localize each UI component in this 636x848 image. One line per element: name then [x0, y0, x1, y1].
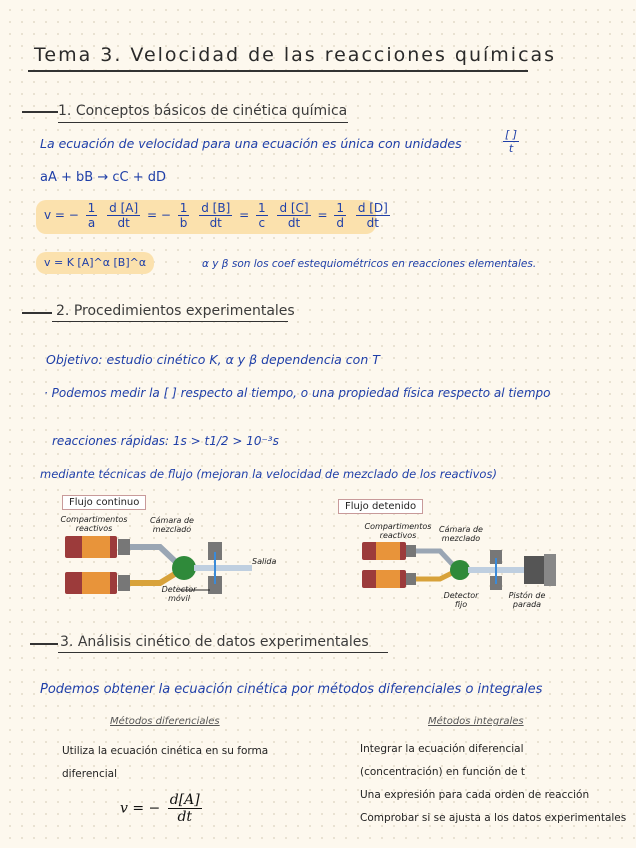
exit-label: Salida	[252, 557, 277, 566]
section-1-title: Conceptos básicos de cinética química	[75, 103, 348, 119]
section-1-number: 1.	[58, 103, 72, 119]
compartments-label: Compartimentos reactivos	[60, 515, 128, 534]
section-arrow	[22, 111, 58, 113]
rate-law-note: α y β son los coef estequiométricos en reacciones elementales.	[202, 258, 537, 270]
detector-label: Detector móvil	[161, 585, 197, 604]
flow-line: mediante técnicas de flujo (mejoran la velocidad de mezclado de los reactivos)	[40, 467, 497, 481]
diff-line-2: diferencial	[62, 768, 117, 780]
chamber-label: Cámara de mezclado	[150, 516, 194, 535]
section-arrow	[22, 312, 52, 314]
objective-line: Objetivo: estudio cinético K, α y β dependencia con T	[46, 352, 380, 367]
section-3-heading	[60, 634, 369, 650]
compartments-label-right: Compartimentos reactivos	[364, 522, 432, 541]
diff-line-1: Utiliza la ecuación cinética en su forma	[62, 745, 269, 757]
int-methods-title: Métodos integrales	[428, 716, 524, 727]
flujo-continuo-box: Flujo continuo	[62, 495, 146, 510]
section-arrow	[30, 643, 58, 645]
piston-label: Pistón de parada	[508, 591, 546, 610]
int-line-2: (concentración) en función de t	[360, 766, 526, 778]
reaction-equation: aA + bB → cC + dD	[40, 170, 166, 185]
rate-definition: v = − $\frac{1}{a}$ $\frac{d [A]}{dt}$ = − $\frac{1}{b}$ $\frac{d [B]}{dt}$ = $\frac{1}{c}$ $\frac{d [C]}{dt}$ = $\frac{1}{d}$ $\frac{d [D]}{dt}$	[44, 201, 388, 230]
int-line-3: Una expresión para cada orden de reacción	[360, 789, 590, 801]
units-den: t	[508, 142, 514, 155]
chamber-label-right: Cámara de mezclado	[439, 525, 483, 544]
section-2-heading	[56, 303, 295, 319]
continuous-flow-diagram	[60, 528, 260, 618]
title-underline	[28, 70, 528, 72]
section-3-title: Análisis cinético de datos experimentales	[77, 634, 369, 650]
section-2-title: Procedimientos experimentales	[73, 303, 295, 319]
section-underline	[58, 652, 388, 653]
int-line-4: Comprobar si se ajusta a los datos experimentales	[360, 812, 627, 824]
page-title: Tema 3. Velocidad de las reacciones químicas	[34, 44, 557, 66]
section-2-number: 2.	[56, 303, 70, 319]
units-num: [ ]	[505, 128, 518, 141]
flujo-detenido-box: Flujo detenido	[338, 499, 423, 514]
diff-methods-title: Métodos diferenciales	[110, 716, 220, 727]
section-underline	[52, 321, 288, 322]
differential-equation: v = − $\frac{d[A]}{dt}$	[120, 792, 200, 825]
detector-label-right: Detector fijo	[443, 591, 479, 610]
section-underline	[58, 122, 348, 123]
rate-intro: La ecuación de velocidad para una ecuación es única con unidades	[40, 136, 462, 151]
methods-intro: Podemos obtener la ecuación cinética por métodos diferenciales o integrales	[40, 682, 543, 697]
fast-reactions-line: reacciones rápidas: 1s > t1/2 > 10⁻³s	[52, 434, 279, 448]
units-fraction	[500, 129, 522, 154]
rate-law: v = K [A]^α [B]^α	[44, 256, 147, 269]
measure-line: · Podemos medir la [ ] respecto al tiempo, o una propiedad física respecto al tiempo	[44, 386, 551, 400]
section-1-heading	[58, 103, 347, 119]
section-3-number: 3.	[60, 634, 74, 650]
int-line-1: Integrar la ecuación diferencial	[360, 743, 524, 755]
stopped-flow-diagram	[360, 536, 560, 592]
